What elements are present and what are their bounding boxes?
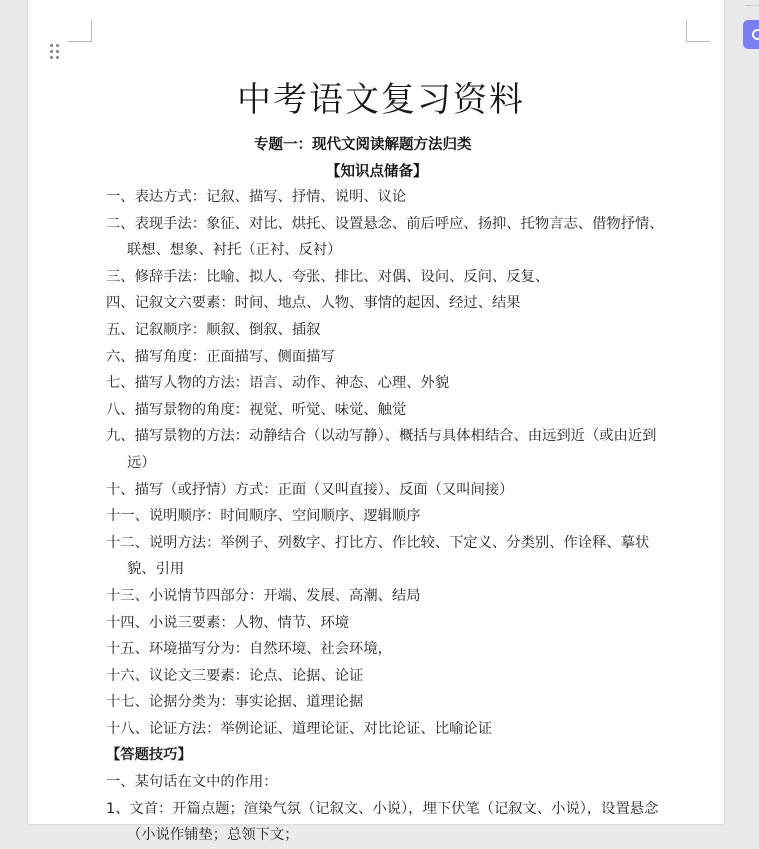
- list-item: 十三、小说情节四部分：开端、发展、高潮、结局: [106, 587, 421, 604]
- list-item: 1、文首：开篇点题；渲染气氛（记叙文、小说），埋下伏笔（记叙文、小说），设置悬念（小说作铺垫；总领下文；: [106, 800, 659, 844]
- list-item: 五、记叙顺序：顺叙、倒叙、插叙: [106, 321, 321, 338]
- list-item: 十八、论证方法：举例论证、道理论证、对比论证、比喻论证: [106, 720, 493, 737]
- assistant-launcher-button[interactable]: [743, 20, 759, 49]
- list-item: 十五、环境描写分为：自然环境、社会环境，: [106, 641, 392, 658]
- list-item: 十二、说明方法：举例子、列数字、打比方、作比较、下定义、分类别、作诠释、摹状貌、引用: [106, 534, 650, 578]
- document-subtitle: 专题一：现代文阅读解题方法归类: [254, 137, 472, 153]
- list-item: 十六、议论文三要素：论点、论据、论证: [106, 667, 364, 684]
- list-item: 三、修辞手法：比喻、拟人、夸张、排比、对偶、设问、反问、反复、: [106, 268, 550, 285]
- list-item: 十四、小说三要素：人物、情节、环境: [106, 614, 350, 631]
- document-body: [106, 184, 676, 849]
- list-item: 四、记叙文六要素：时间、地点、人物、事情的起因、经过、结果: [106, 295, 521, 312]
- list-item: 十、描写（或抒情）方式：正面（又叫直接）、反面（又叫间接）: [106, 481, 514, 498]
- document-page: [28, 0, 724, 844]
- skills-heading: 【答题技巧】: [106, 747, 192, 764]
- list-item: 一、某句话在文中的作用：: [106, 774, 278, 791]
- list-item: 十一、说明顺序：时间顺序、空间顺序、逻辑顺序: [106, 508, 421, 525]
- crop-mark-top-right: [686, 20, 710, 42]
- list-item: 十七、论据分类为：事实论据、道理论据: [106, 694, 364, 711]
- list-item: 八、描写景物的角度：视觉、听觉、味觉、触觉: [106, 401, 407, 418]
- list-item: 二、表现手法：象征、对比、烘托、设置悬念、前后呼应、扬抑、托物言志、借物抒情、联想、想象、衬托（正衬、反衬）: [106, 215, 664, 259]
- document-title: 中考语文复习资料: [237, 80, 525, 120]
- knowledge-heading: 【知识点储备】: [326, 164, 428, 180]
- list-item: 七、描写人物的方法：语言、动作、神态、心理、外貌: [106, 375, 450, 392]
- list-item: 九、描写景物的方法：动静结合（以动写静）、概括与具体相结合、由远到近（或由近到远）: [106, 428, 657, 471]
- toolbar-divider: [745, 5, 759, 6]
- assistant-icon: [752, 29, 759, 40]
- crop-mark-top-left: [68, 20, 92, 42]
- list-item: 一、表达方式：记叙、描写、抒情、说明、议论: [106, 189, 407, 205]
- list-item: 六、描写角度：正面描写、侧面描写: [106, 348, 335, 365]
- drag-handle-icon[interactable]: [49, 43, 61, 61]
